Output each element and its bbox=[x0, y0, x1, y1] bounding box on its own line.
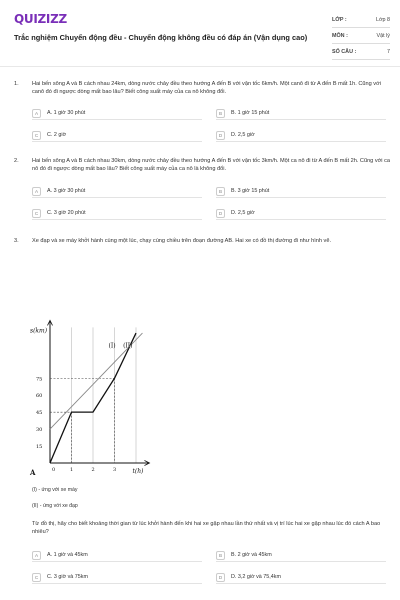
answer-option[interactable] bbox=[32, 208, 202, 220]
x-axis-label: t(h) bbox=[132, 468, 144, 475]
option-text: C. 2 giờ bbox=[47, 132, 67, 138]
meta-value: Vật lý bbox=[376, 32, 390, 39]
answer-option[interactable] bbox=[32, 108, 202, 120]
option-text: D. 3,2 giờ và 75,4km bbox=[231, 574, 281, 580]
x-tick-label: 2 bbox=[91, 467, 95, 473]
option-letter: B bbox=[216, 187, 225, 196]
answer-option[interactable] bbox=[32, 550, 202, 562]
option-text: C. 3 giờ 20 phút bbox=[47, 210, 86, 216]
question-text: Hai bến sông A và B cách nhau 30km, dòng nước chảy đều theo hướng A đến B với vận tốc 3km/h. Một ca nô đi từ A đến B mất 2h. Cũng với ca nô đó đi ngược dòng mất bao lâu? Biết công suất máy của ca nô là không đổi. bbox=[32, 158, 391, 172]
option-text: A. 1 giờ 30 phút bbox=[47, 110, 86, 116]
legend-line-2: (II) - ứng với xe đạp bbox=[32, 503, 78, 509]
quizizz-logo: QUIZIZZ bbox=[14, 12, 67, 26]
answer-option[interactable] bbox=[216, 130, 386, 142]
option-text: A. 1 giờ và 45km bbox=[47, 552, 88, 558]
option-letter: A bbox=[32, 187, 41, 196]
question-number: 1. bbox=[14, 81, 19, 87]
option-letter: B bbox=[216, 109, 225, 118]
question-text: Xe đạp và xe máy khởi hành cùng một lúc, chạy cùng chiều trên đoạn đường AB. Hai xe có đồ thị đường đi như hình vẽ. bbox=[32, 238, 331, 244]
y-tick-label: 30 bbox=[36, 427, 43, 434]
answer-option[interactable] bbox=[32, 130, 202, 142]
option-letter: A bbox=[32, 109, 41, 118]
x-tick-label: 1 bbox=[70, 467, 74, 473]
series-label: (I) bbox=[108, 342, 116, 350]
meta-row-class bbox=[332, 12, 390, 28]
question-text: Hai bến sông A và B cách nhau 24km, dòng nước chảy đều theo hướng A đến B với vận tốc 6km/h. Một canô đi từ A đến B mất 1h. Cũng với canô đó đi ngược dòng mất bao lâu? Biết công suất máy của ca nô không đổi. bbox=[32, 81, 381, 95]
answer-option[interactable] bbox=[216, 108, 386, 120]
option-letter: B bbox=[216, 551, 225, 560]
question-text: Từ đồ thị, hãy cho biết khoảng thời gian từ lúc khởi hành đến khi hai xe gặp nhau lần thứ nhất và vị trí lúc hai xe gặp nhau lúc đó cách A bao nhiêu? bbox=[32, 521, 381, 535]
meta-row-count bbox=[332, 44, 390, 60]
y-tick-label: 60 bbox=[36, 393, 43, 400]
y-tick-label: 15 bbox=[36, 444, 43, 451]
worksheet-header bbox=[0, 0, 400, 62]
answer-option[interactable] bbox=[216, 208, 386, 220]
option-text: D. 2,5 giờ bbox=[231, 210, 255, 216]
answer-option[interactable] bbox=[216, 186, 386, 198]
y-tick-label: 45 bbox=[36, 410, 43, 417]
option-text: A. 3 giờ 30 phút bbox=[47, 188, 86, 194]
option-text: D. 2,5 giờ bbox=[231, 132, 255, 138]
header-divider bbox=[0, 66, 400, 67]
meta-key: LỚP : bbox=[332, 16, 347, 23]
distance-time-graph bbox=[28, 300, 198, 480]
meta-value: Lớp 8 bbox=[375, 16, 390, 23]
option-text: B. 2 giờ và 45km bbox=[231, 552, 272, 558]
option-letter: C bbox=[32, 209, 41, 218]
option-letter: C bbox=[32, 573, 41, 582]
option-letter: A bbox=[32, 551, 41, 560]
legend-line-1: (I) - ứng với xe máy bbox=[32, 487, 78, 493]
meta-value: 7 bbox=[387, 48, 390, 55]
option-letter: C bbox=[32, 131, 41, 140]
meta-row-subject bbox=[332, 28, 390, 44]
x-tick-label: 3 bbox=[113, 467, 117, 473]
option-letter: D bbox=[216, 131, 225, 140]
question-number: 2. bbox=[14, 158, 19, 164]
option-text: B. 3 giờ 15 phút bbox=[231, 188, 270, 194]
y-tick-label: 75 bbox=[36, 376, 43, 383]
meta-table bbox=[332, 12, 390, 60]
meta-key: MÔN : bbox=[332, 32, 348, 39]
option-text: C. 3 giờ và 75km bbox=[47, 574, 88, 580]
worksheet-title: Trắc nghiệm Chuyển động đều - Chuyển động không đều có đáp án (Vận dụng cao) bbox=[14, 33, 308, 42]
option-text: B. 1 giờ 15 phút bbox=[231, 110, 270, 116]
answer-option[interactable] bbox=[216, 572, 386, 584]
answer-option[interactable] bbox=[32, 186, 202, 198]
origin-tick-label: 0 bbox=[52, 467, 56, 473]
series-label: (II) bbox=[123, 342, 133, 350]
origin-label: A bbox=[30, 468, 36, 477]
answer-option[interactable] bbox=[32, 572, 202, 584]
option-letter: D bbox=[216, 573, 225, 582]
question-number: 3. bbox=[14, 238, 19, 244]
answer-option[interactable] bbox=[216, 550, 386, 562]
option-letter: D bbox=[216, 209, 225, 218]
y-axis-label: s(km) bbox=[30, 327, 48, 335]
meta-key: SỐ CÂU : bbox=[332, 48, 357, 55]
